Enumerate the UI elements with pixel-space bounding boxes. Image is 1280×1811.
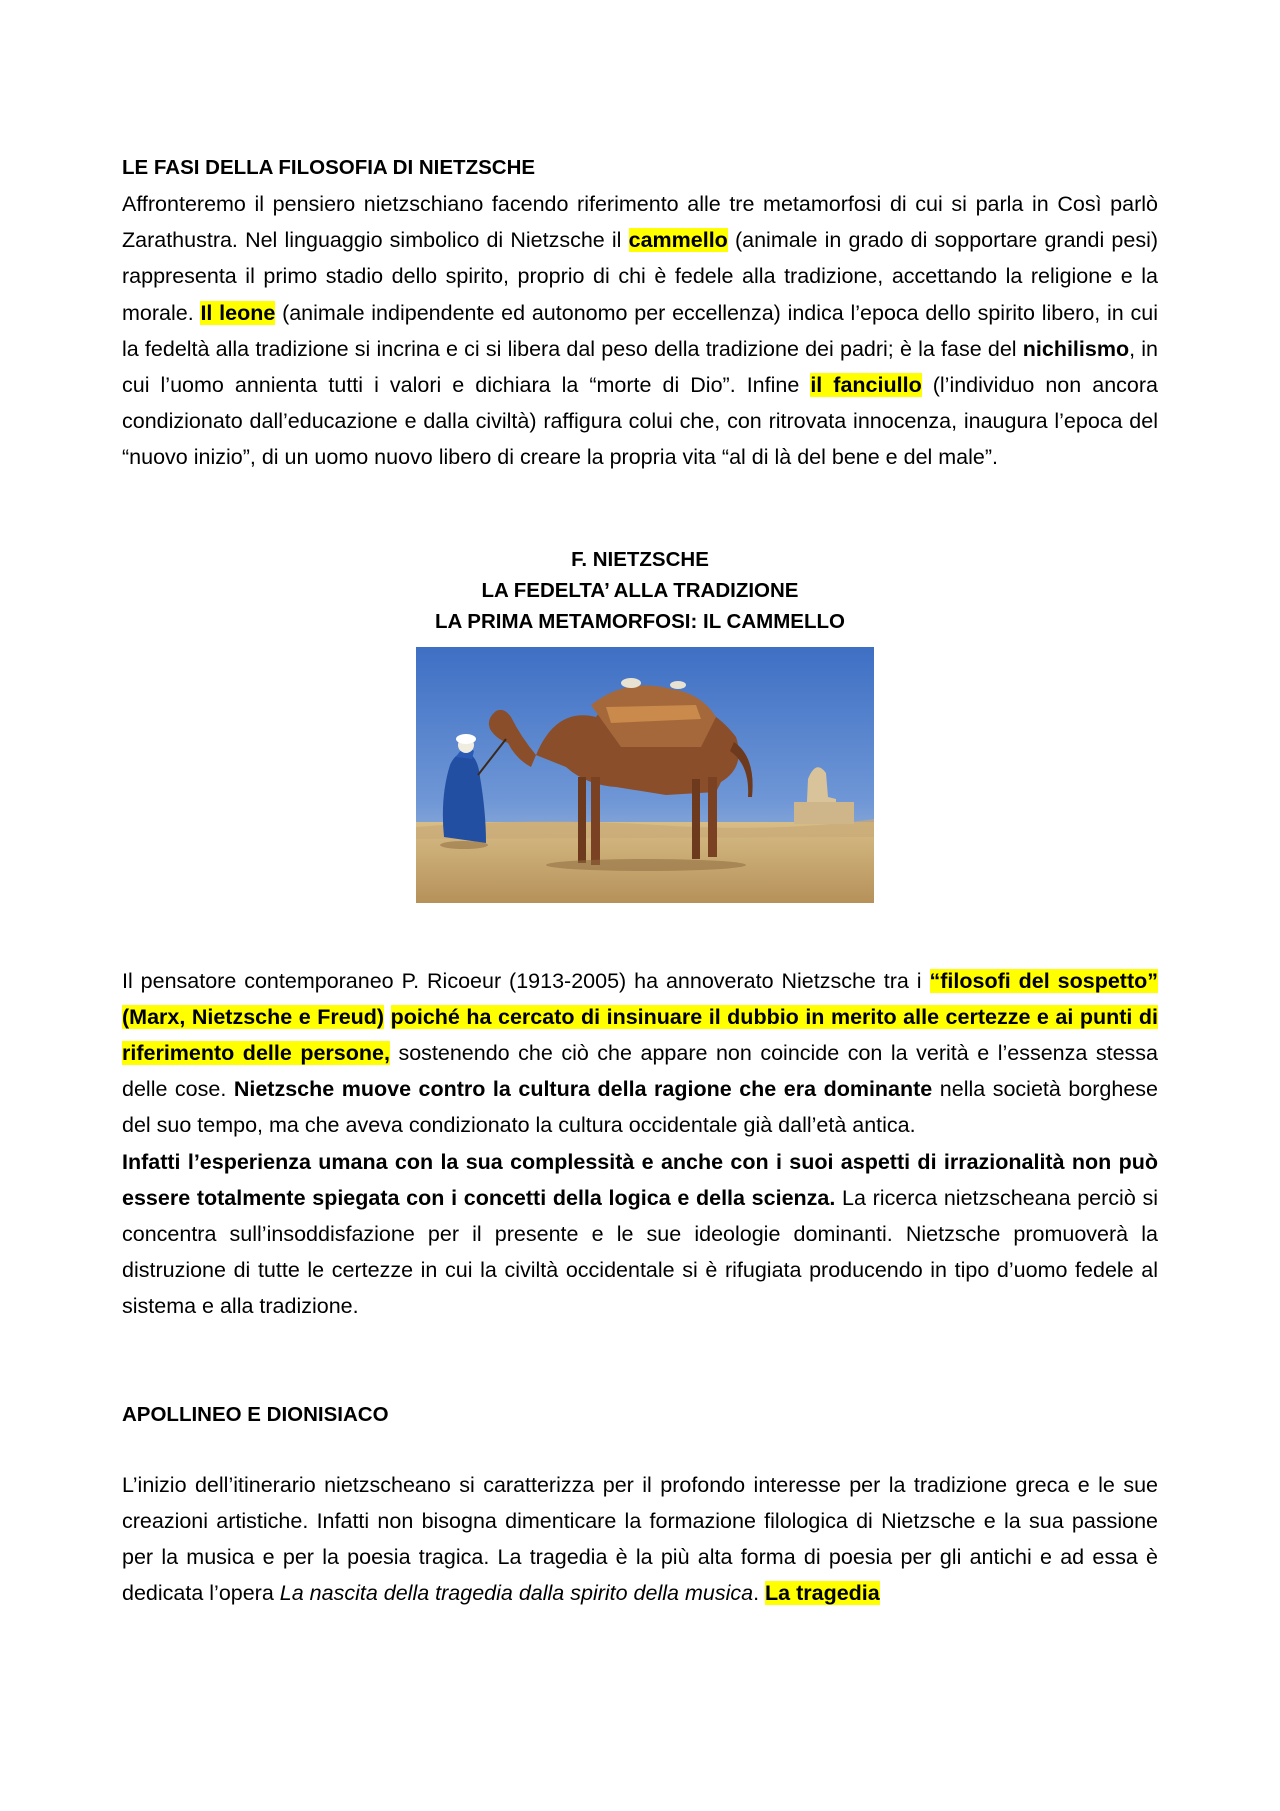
italic-book-title: La nascita della tragedia dalla spirito della musica [279, 1581, 754, 1606]
text-run: (animale in grado di sopportare grandi pesi) rappresenta il primo stadio dello spirito, proprio di chi è fedele alla tradizione, accettando la religione e la morale. [122, 228, 1158, 325]
highlight-fanciullo: il fanciullo [810, 373, 922, 398]
text-run: nella società borghese del suo tempo, ma che aveva condizionato la cultura occidentale già dall’età antica. [122, 1077, 1158, 1138]
paragraph-metamorfosi [122, 186, 1158, 476]
camel-painting-image [416, 647, 874, 903]
highlight-la-tragedia: La tragedia [765, 1581, 880, 1606]
text-run: , in cui l’uomo annienta tutti i valori e dichiara la “morte di Dio”. Infine [122, 336, 1158, 398]
paragraph-ricoeur [122, 963, 1158, 1144]
section-heading-apollineo: APOLLINEO E DIONISIACO [122, 1402, 389, 1426]
figure-title-2: LA FEDELTA’ ALLA TRADIZIONE [481, 578, 799, 602]
figure-title-3: LA PRIMA METAMORFOSI: IL CAMMELLO [435, 609, 845, 633]
highlight-poiche: poiché ha cercato di insinuare il dubbio in merito alle certezze e ai punti di riferimento delle persone, [122, 1004, 1158, 1066]
figure-title-1: F. NIETZSCHE [571, 547, 709, 571]
paragraph-tragedia [122, 1467, 1158, 1612]
highlight-cammello: cammello [628, 228, 728, 253]
document-content [122, 150, 1158, 1611]
text-run [384, 1005, 391, 1029]
text-run: (animale indipendente ed autonomo per eccellenza) indica l’epoca dello spirito libero, in cui la fedeltà alla tradizione si incrina e ci si libera dal peso della tradizione dei padri; è la fase del [122, 300, 1158, 361]
section-heading-fasi: LE FASI DELLA FILOSOFIA DI NIETZSCHE [122, 156, 536, 179]
highlight-filosofi-sospetto: “filosofi del sospetto” (Marx, Nietzsche e Freud) [122, 968, 1158, 1029]
paragraph-infatti [122, 1144, 1158, 1325]
bold-muove: Nietzsche muove contro la cultura della ragione che era dominante [233, 1077, 933, 1102]
text-run: Il pensatore contemporaneo P. Ricoeur (1913-2005) ha annoverato Nietzsche tra i [122, 968, 930, 993]
bold-nichilismo: nichilismo [1022, 336, 1130, 361]
highlight-leone: Il leone [200, 300, 276, 325]
bold-infatti: Infatti l’esperienza umana con la sua complessità e anche con i suoi aspetti di irrazionalità non può essere totalmente spiegata con i concetti della logica e della scienza. [122, 1149, 1158, 1210]
text-run: (l’individuo non ancora condizionato dall’educazione e dalla civiltà) raffigura colui che, con ritrovata innocenza, inaugura l’epoca del “nuovo inizio”, di un uomo nuovo libero di creare la propria vita “al di là del bene e del male”. [122, 373, 1158, 470]
text-run: sostenendo che ciò che appare non coincide con la verità e l’essenza stessa delle cose. [122, 1041, 1158, 1102]
text-run: . [753, 1581, 766, 1606]
text-run: L’inizio dell’itinerario nietzscheano si caratterizza per il profondo interesse per la tradizione greca e le sue creazioni artistiche. Infatti non bisogna dimenticare la formazione filologica di Nietzsche e la sua passione per la musica e per la poesia tragica. La tragedia è la più alta forma di poesia per gli antichi e ad essa è dedicata l’opera [122, 1472, 1158, 1606]
text-run: Affronteremo il pensiero nietzschiano facendo riferimento alle tre metamorfosi di cui si parla in Così parlò Zarathustra. Nel linguaggio simbolico di Nietzsche il [122, 192, 1158, 253]
text-run: La ricerca nietzscheana perciò si concentra sull’insoddisfazione per il presente e le sue ideologie dominanti. Nietzsche promuoverà la distruzione di tutte le certezze in cui la civiltà occidentale si è rifugiata producendo in tipo d’uomo fedele al sistema e alla tradizione. [122, 1185, 1158, 1319]
